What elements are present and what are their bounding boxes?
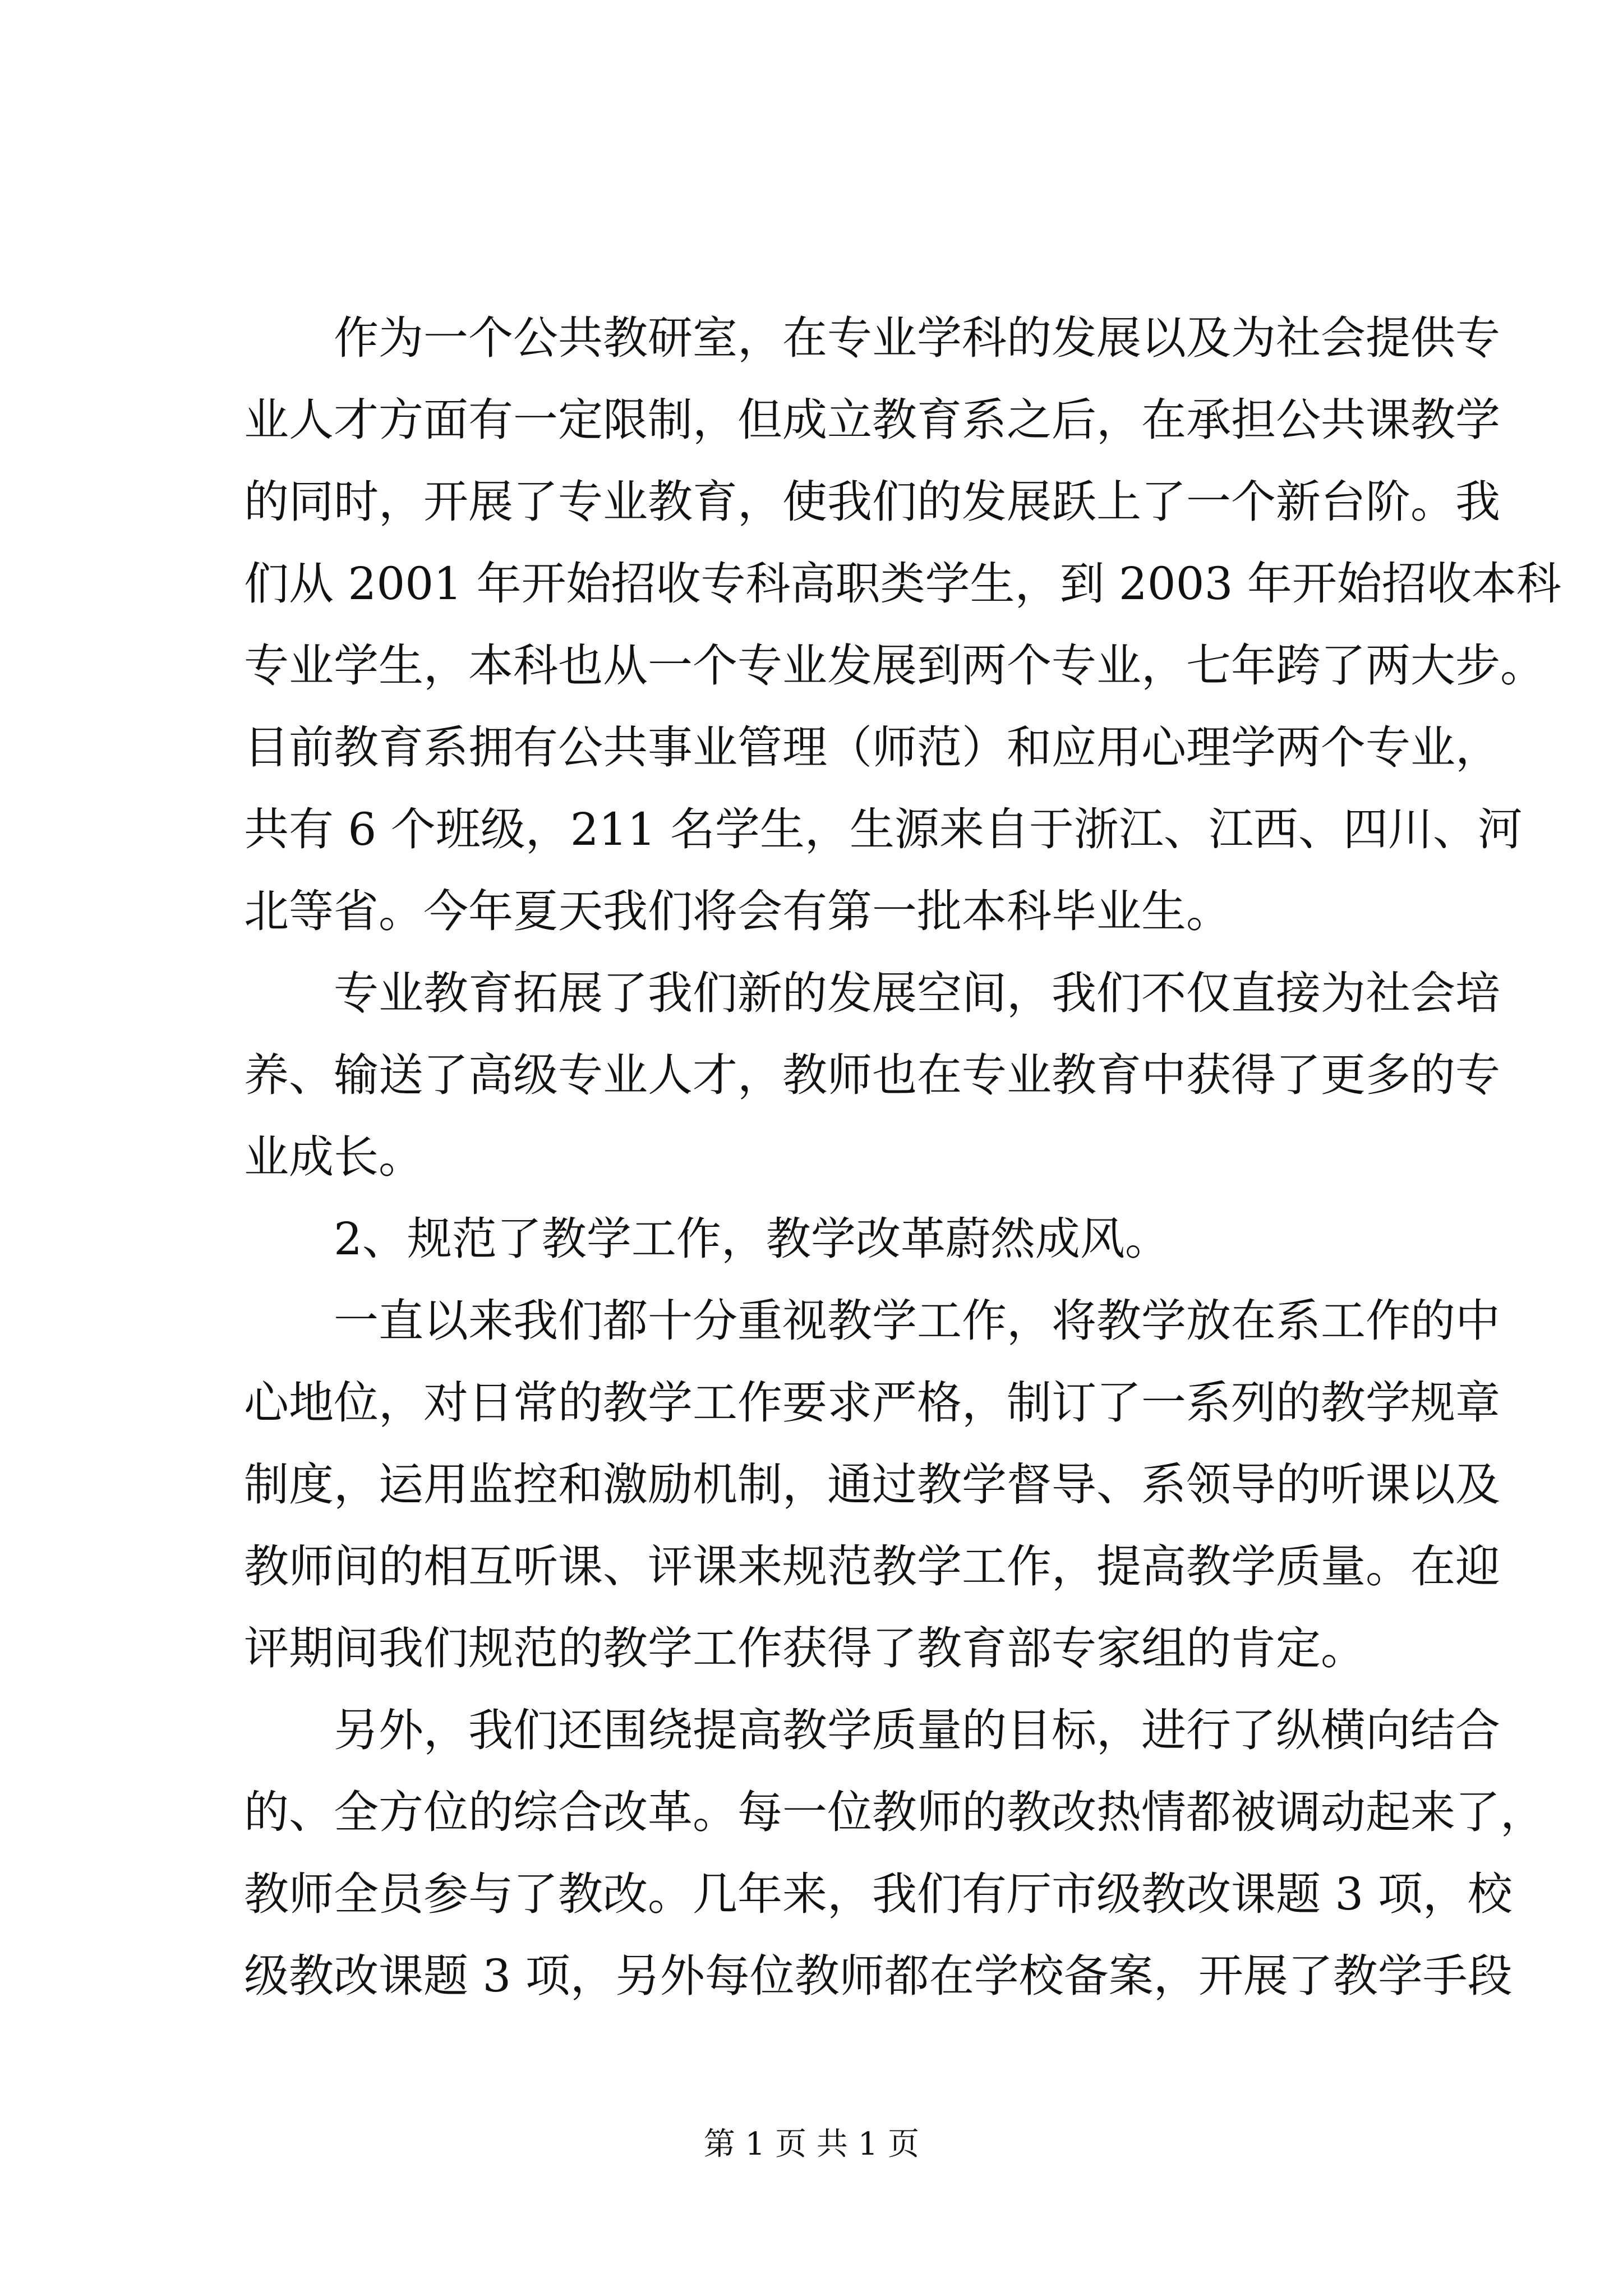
paragraph-line: 的同时，开展了专业教育，使我们的发展跃上了一个新台阶。我 (244, 476, 1500, 528)
paragraph-line: 专业学生，本科也从一个专业发展到两个专业，七年跨了两大步。 (244, 639, 1545, 692)
paragraph-line: 业成长。 (244, 1131, 423, 1183)
paragraph-line: 教师全员参与了教改。几年来，我们有厅市级教改课题 3 项，校 (244, 1868, 1513, 1920)
paragraph-line: 共有 6 个班级，211 名学生，生源来自于浙江、江西、四川、河 (244, 803, 1523, 855)
paragraph-line: 的、全方位的综合改革。每一位教师的教改热情都被调动起来了， (244, 1786, 1545, 1838)
paragraph-line: 教师间的相互听课、评课来规范教学工作，提高教学质量。在迎 (244, 1540, 1500, 1593)
paragraph-line: 心地位，对日常的教学工作要求严格，制订了一系列的教学规章 (244, 1377, 1500, 1429)
paragraph-line: 专业教育拓展了我们新的发展空间，我们不仅直接为社会培 (334, 967, 1500, 1019)
page-footer: 第 1 页 共 1 页 (703, 2126, 920, 2162)
paragraph-line: 业人才方面有一定限制，但成立教育系之后，在承担公共课教学 (244, 394, 1500, 446)
body-text (244, 297, 1561, 2017)
paragraph-line: 评期间我们规范的教学工作获得了教育部专家组的肯定。 (244, 1622, 1366, 1674)
paragraph-line: 目前教育系拥有公共事业管理（师范）和应用心理学两个专业， (244, 721, 1500, 774)
paragraph-line: 级教改课题 3 项，另外每位教师都在学校备案，开展了教学手段 (244, 1950, 1513, 2002)
paragraph-line: 一直以来我们都十分重视教学工作，将教学放在系工作的中 (334, 1295, 1500, 1347)
paragraph-line: 北等省。今年夏天我们将会有第一批本科毕业生。 (244, 885, 1231, 937)
paragraph-line: 们从 2001 年开始招收专科高职类学生，到 2003 年开始招收本科 (244, 558, 1561, 610)
paragraph-line: 养、输送了高级专业人才，教师也在专业教育中获得了更多的专 (244, 1049, 1500, 1101)
paragraph-line: 另外，我们还围绕提高教学质量的目标，进行了纵横向结合 (334, 1704, 1500, 1756)
paragraph-line: 制度，运用监控和激励机制，通过教学督导、系领导的听课以及 (244, 1458, 1500, 1511)
section-heading: 2、规范了教学工作，教学改革蔚然成风。 (334, 1213, 1170, 1265)
paragraph-line: 作为一个公共教研室，在专业学科的发展以及为社会提供专 (334, 312, 1500, 364)
